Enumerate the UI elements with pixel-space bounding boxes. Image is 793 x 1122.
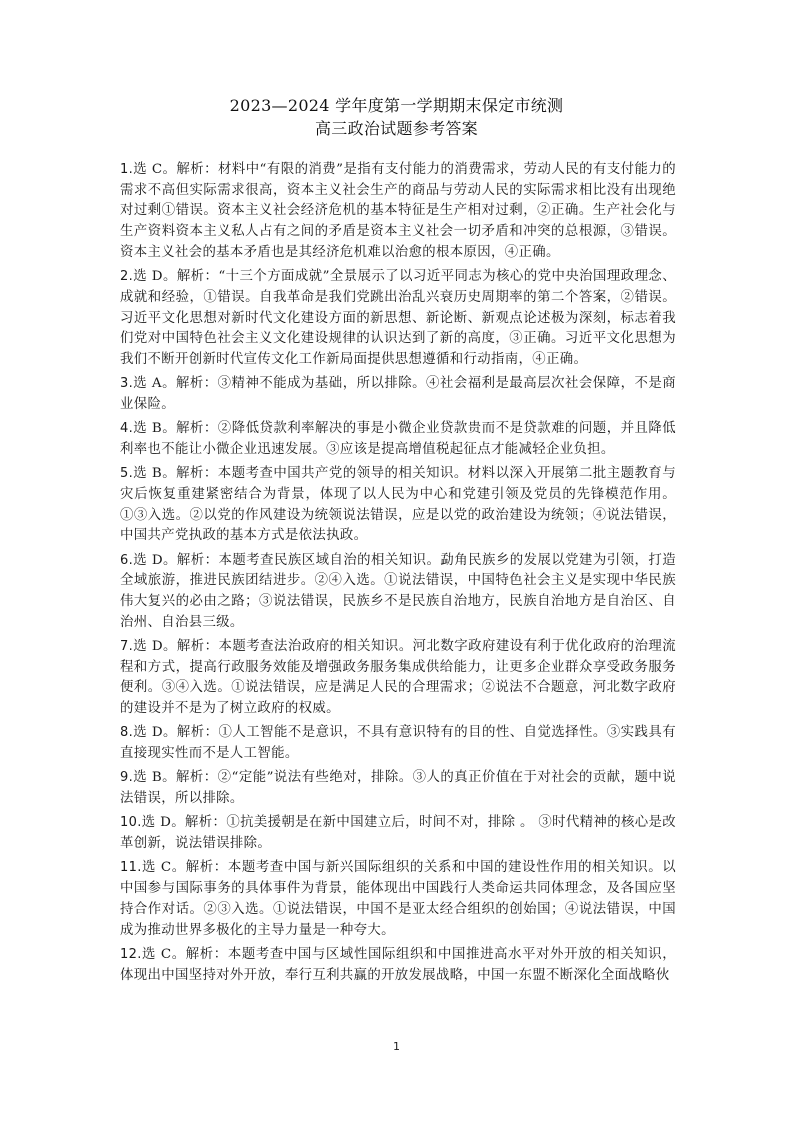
answer-item-1 — [120, 160, 676, 264]
answer-number: 12. — [120, 946, 142, 962]
answer-number: 9. — [120, 770, 134, 786]
answer-item-7 — [120, 637, 676, 720]
answer-number: 3. — [120, 376, 134, 392]
answer-text: 选 D。解析：本题考查民族区域自治的相关知识。勐角民族乡的发展以党建为引领，打造全域旅游，推进民族团结进步。②④入选。①说法错误，中国特色社会主义是实现中华民族伟大复兴的必由之路；③说法错误，民族乡不是民族自治地方，民族自治地方是自治区、自治州、自治县三级。 — [120, 552, 676, 630]
answer-text: 选 C。解析：材料中“有限的消费”是指有支付能力的消费需求，劳动人民的有支付能力的需求不高但实际需求很高，资本主义社会生产的商品与劳动人民的实际需求相比没有出现绝对过剩①错误。资本主义社会经济危机的基本特征是生产相对过剩，②正确。生产社会化与生产资料资本主义私人占有之间的矛盾是资本主义社会一切矛盾和冲突的总根源，③错误。资本主义社会的基本矛盾也是其经济危机难以治愈的根本原因，④正确。 — [120, 162, 676, 260]
answer-number: 7. — [120, 639, 134, 655]
answer-number: 2. — [120, 269, 134, 285]
answer-item-12 — [120, 945, 676, 986]
answer-item-9 — [120, 768, 676, 809]
answer-item-4 — [120, 419, 676, 460]
answer-text: 选 B。解析：②降低贷款利率解决的事是小微企业贷款贵而不是贷款难的问题，并且降低利率也不能让小微企业迅速发展。③应该是提高增值税起征点才能减轻企业负担。 — [120, 421, 676, 457]
answer-text: 选 D。解析：“十三个方面成就”全景展示了以习近平同志为核心的党中央治国理政理念、成就和经验，①错误。自我革命是我们党跳出治乱兴衰历史周期率的第二个答案，②错误。习近平文化思想对新时代文化建设方面的新思想、新论断、新观点论述极为深刻，标志着我们党对中国特色社会主义文化建设规律的认识达到了新的高度，③正确。习近平文化思想为我们不断开创新时代宣传文化工作新局面提供思想遵循和行动指南，④正确。 — [120, 269, 676, 367]
answer-number: 1. — [120, 162, 134, 177]
title-line-2: 高三政治试题参考答案 — [314, 119, 478, 138]
answer-text: 选 A。解析：③精神不能成为基础，所以排除。④社会福利是最高层次社会保障，不是商业保险。 — [120, 376, 676, 412]
page-number: 1 — [393, 1040, 400, 1053]
document-title — [0, 94, 793, 140]
answer-number: 4. — [120, 421, 134, 437]
answer-text: 选 B。解析：本题考查中国共产党的领导的相关知识。材料以深入开展第二批主题教育与灾后恢复重建紧密结合为背景，体现了以人民为中心和党建引领及党员的先锋模范作用。①③入选。②以党的作风建设为统领说法错误，应是以党的政治建设为统领；④说法错误，中国共产党执政的基本方式是依法执政。 — [120, 466, 676, 544]
answer-text: 选 B。解析：②“定能”说法有些绝对，排除。③人的真正价值在于对社会的贡献，题中说法错误，所以排除。 — [120, 770, 676, 807]
answer-text: 选 D。解析：本题考查法治政府的相关知识。河北数字政府建设有利于优化政府的治理流程和方式，提高行政服务效能及增强政务服务集成供给能力，让更多企业群众享受政务服务便利。③④入选。①说法错误，应是满足人民的合理需求；②说法不合题意，河北数字政府的建设并不是为了树立政府的权威。 — [120, 639, 676, 717]
answer-item-6 — [120, 551, 676, 634]
answer-item-3 — [120, 374, 676, 415]
answer-number: 5. — [120, 466, 134, 482]
answer-number: 10. — [120, 815, 142, 831]
answer-number: 11. — [120, 860, 142, 876]
answer-item-10 — [120, 813, 676, 854]
answer-item-2 — [120, 267, 676, 371]
answer-item-11 — [120, 858, 676, 941]
answer-item-8 — [120, 723, 676, 764]
answer-item-5 — [120, 464, 676, 547]
answer-list — [120, 160, 676, 990]
title-line-1: 2023—2024 学年度第一学期期末保定市统测 — [229, 96, 564, 115]
answer-text: 选 D。解析：①抗美援朝是在新中国建立后，时间不对，排除 。 ③时代精神的核心是改革创新，说法错误排除。 — [120, 815, 676, 852]
answer-number: 6. — [120, 552, 134, 568]
answer-text: 选 C。解析：本题考查中国与新兴国际组织的关系和中国的建设性作用的相关知识。以中国参与国际事务的具体事件为背景，能体现出中国践行人类命运共同体理念，及各国应坚持合作对话。②③入选。①说法错误，中国不是亚太经合组织的创始国；④说法错误，中国成为推动世界多极化的主导力量是一种夸大。 — [120, 860, 676, 938]
answer-text: 选 D。解析：①人工智能不是意识，不具有意识特有的目的性、自觉选择性。③实践具有直接现实性而不是人工智能。 — [120, 725, 676, 762]
answer-text: 选 C。解析：本题考查中国与区域性国际组织和中国推进高水平对外开放的相关知识，体现出中国坚持对外开放，奉行互利共赢的开放发展战略，中国一东盟不断深化全面战略伙 — [120, 946, 676, 983]
answer-number: 8. — [120, 725, 134, 741]
